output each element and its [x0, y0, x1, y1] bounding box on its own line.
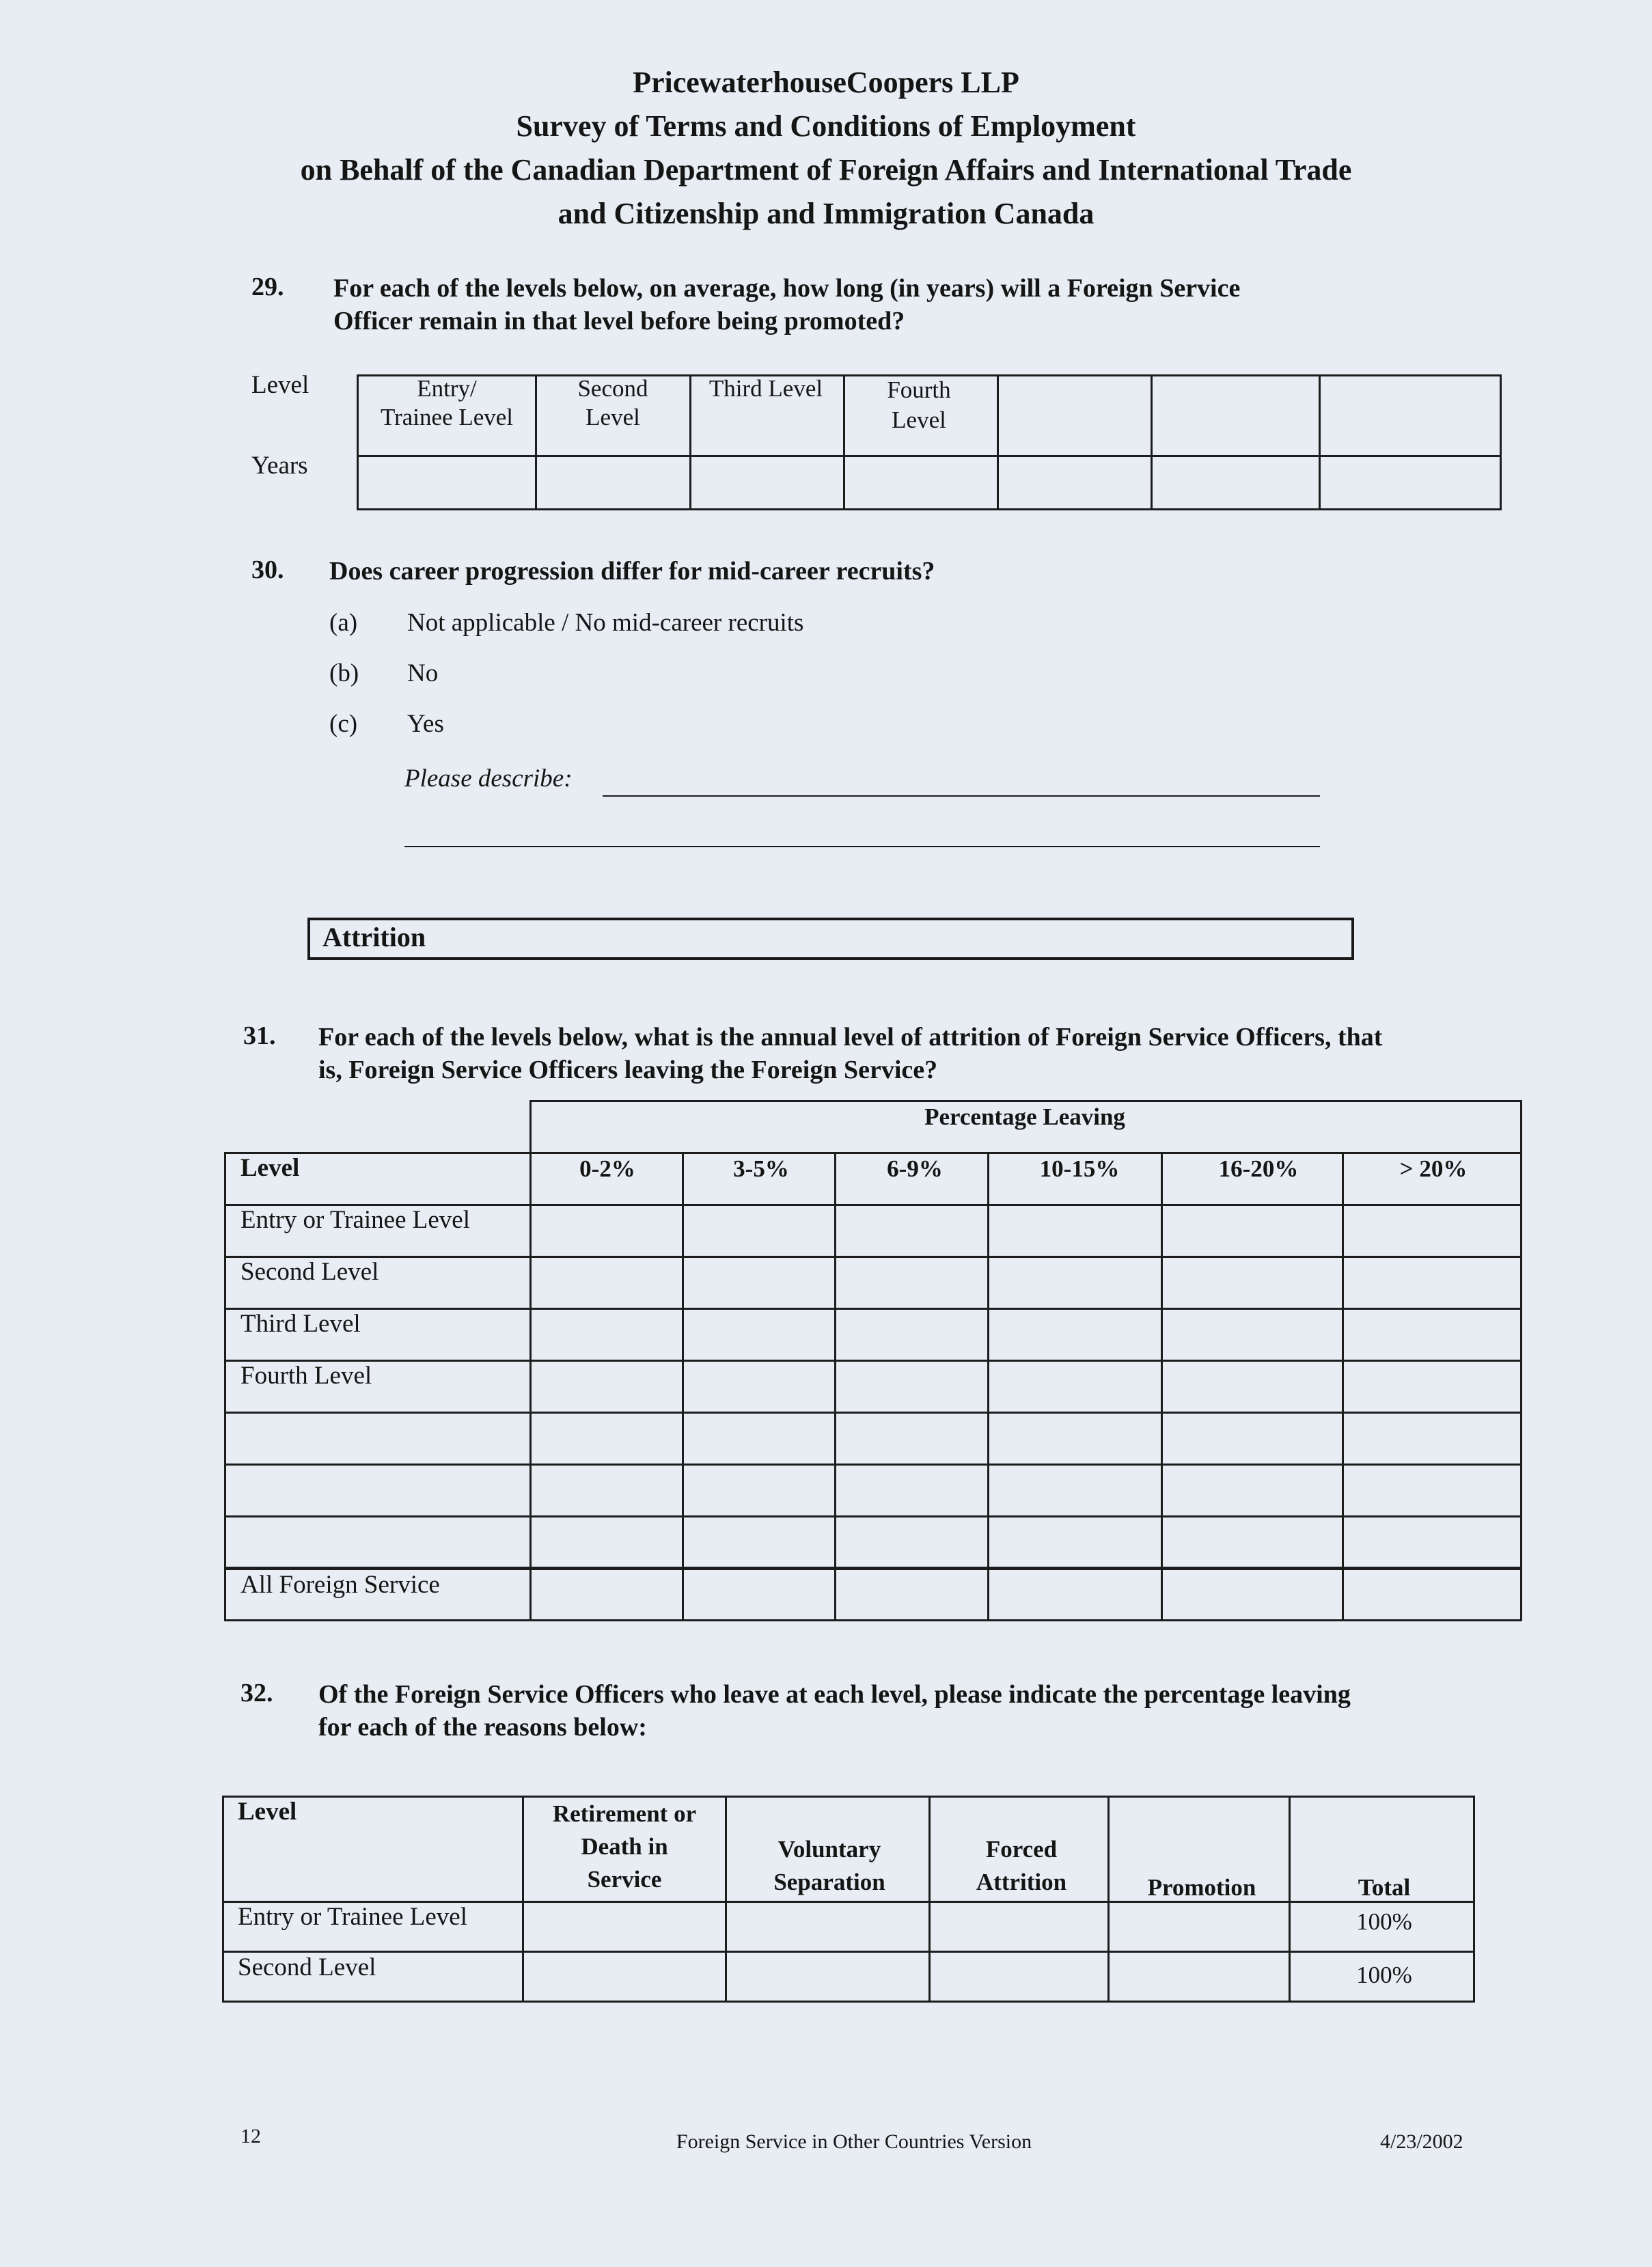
- q31-input[interactable]: [1343, 1361, 1522, 1413]
- q31-input[interactable]: [1162, 1517, 1343, 1569]
- q31-input[interactable]: [988, 1413, 1162, 1465]
- q30-option-c-letter: (c): [329, 710, 358, 738]
- q31-row-label: Fourth Level: [240, 1362, 372, 1390]
- q31-input[interactable]: [836, 1257, 988, 1309]
- q31-input[interactable]: [1162, 1257, 1343, 1309]
- q29-header-blank: [998, 376, 1152, 456]
- q32-input[interactable]: [726, 1902, 930, 1952]
- question-30-text: Does career progression differ for mid-career recruits?: [329, 557, 935, 586]
- q31-row-label: Third Level: [240, 1310, 361, 1338]
- q31-input[interactable]: [683, 1465, 836, 1517]
- q29-years-entry-input[interactable]: [358, 456, 536, 510]
- q32-row-total: 100%: [1356, 1908, 1412, 1935]
- q31-col-label: 0-2%: [579, 1155, 635, 1182]
- q31-corner: [225, 1101, 531, 1153]
- q29-years-second-input[interactable]: [536, 456, 690, 510]
- q29-years-row-label: Years: [251, 452, 308, 480]
- q31-col-label: > 20%: [1399, 1155, 1468, 1182]
- attrition-section-title: Attrition: [322, 922, 426, 952]
- q31-input[interactable]: [836, 1413, 988, 1465]
- q32-col-voluntary-line-1: Voluntary: [777, 1836, 881, 1863]
- q32-input[interactable]: [1108, 1952, 1290, 2002]
- q31-col-label: 16-20%: [1218, 1155, 1299, 1182]
- q32-col-forced-line-1: Forced: [985, 1836, 1058, 1863]
- attrition-section-box: [307, 918, 1354, 960]
- q31-input[interactable]: [683, 1309, 836, 1361]
- q31-col-label: 10-15%: [1039, 1155, 1120, 1182]
- q29-col-entry-line-1: Entry/: [417, 375, 477, 402]
- q31-input[interactable]: [988, 1361, 1162, 1413]
- q30-describe-label: Please describe:: [404, 765, 573, 793]
- header-line-1: PricewaterhouseCoopers LLP: [633, 66, 1019, 99]
- q32-row-total: 100%: [1356, 1962, 1412, 1988]
- q32-row-label: Second Level: [238, 1953, 376, 1981]
- q31-input[interactable]: [836, 1361, 988, 1413]
- q30-option-a-label[interactable]: Not applicable / No mid-career recruits: [407, 609, 804, 637]
- q32-col-promotion: Promotion: [1147, 1874, 1256, 1901]
- question-31-text-line-2: is, Foreign Service Officers leaving the Foreign Service?: [318, 1056, 938, 1084]
- q31-input[interactable]: [988, 1517, 1162, 1569]
- q29-years-blank-input[interactable]: [998, 456, 1152, 510]
- q31-row-label: Second Level: [240, 1258, 379, 1286]
- q32-input[interactable]: [523, 1952, 726, 2002]
- q31-input[interactable]: [1343, 1569, 1522, 1621]
- q31-input[interactable]: [683, 1205, 836, 1257]
- q31-input[interactable]: [988, 1257, 1162, 1309]
- q31-input[interactable]: [1343, 1517, 1522, 1569]
- question-32-number: 32.: [240, 1679, 273, 1707]
- header-line-2: Survey of Terms and Conditions of Employment: [516, 109, 1136, 143]
- question-31-number: 31.: [243, 1021, 276, 1050]
- q31-input[interactable]: [531, 1361, 683, 1413]
- q31-input[interactable]: [1343, 1465, 1522, 1517]
- q29-col-second-line-2: Level: [586, 404, 640, 430]
- question-31-text-line-1: For each of the levels below, what is the annual level of attrition of Foreign Service Officers, that: [318, 1023, 1383, 1052]
- table-row[interactable]: [225, 1465, 531, 1517]
- q31-input[interactable]: [531, 1257, 683, 1309]
- q31-input[interactable]: [988, 1205, 1162, 1257]
- q32-col-retirement-line-2: Death in: [581, 1833, 668, 1860]
- q29-col-second-line-1: Second: [577, 375, 648, 402]
- q32-row-label: Entry or Trainee Level: [238, 1903, 467, 1931]
- q29-col-fourth-line-1: Fourth: [887, 376, 951, 403]
- q31-input[interactable]: [836, 1465, 988, 1517]
- q31-input[interactable]: [683, 1569, 836, 1621]
- q29-years-blank-input[interactable]: [1319, 456, 1500, 510]
- q29-col-third: Third Level: [708, 375, 823, 402]
- q31-input[interactable]: [531, 1465, 683, 1517]
- q31-input[interactable]: [1343, 1257, 1522, 1309]
- q30-option-b-letter: (b): [329, 659, 359, 687]
- q31-input[interactable]: [836, 1205, 988, 1257]
- q31-col-label: 3-5%: [733, 1155, 789, 1182]
- footer-date: 4/23/2002: [1380, 2130, 1463, 2153]
- q31-input[interactable]: [1343, 1309, 1522, 1361]
- q31-input[interactable]: [531, 1413, 683, 1465]
- q30-option-b-label[interactable]: No: [407, 659, 439, 687]
- question-30-number: 30.: [251, 555, 284, 584]
- q31-input[interactable]: [1162, 1413, 1343, 1465]
- header-line-4: and Citizenship and Immigration Canada: [557, 197, 1095, 230]
- q31-input[interactable]: [988, 1309, 1162, 1361]
- question-32-text-line-1: Of the Foreign Service Officers who leave at each level, please indicate the percentage leaving: [318, 1680, 1351, 1709]
- q32-col-forced-line-2: Attrition: [976, 1869, 1067, 1895]
- q32-col-retirement-line-1: Retirement or: [552, 1800, 697, 1827]
- question-29-text-line-2: Officer remain in that level before being promoted?: [333, 307, 905, 335]
- q31-input[interactable]: [1162, 1205, 1343, 1257]
- question-32-text-line-2: for each of the reasons below:: [318, 1713, 647, 1742]
- table-row[interactable]: [225, 1413, 531, 1465]
- q32-col-retirement-line-3: Service: [587, 1866, 662, 1893]
- q29-col-entry-line-2: Trainee Level: [380, 404, 514, 430]
- q31-input[interactable]: [836, 1309, 988, 1361]
- q29-header-blank: [1319, 376, 1500, 456]
- q31-input[interactable]: [531, 1569, 683, 1621]
- q30-option-a-letter: (a): [329, 609, 358, 637]
- q29-header-blank: [1152, 376, 1319, 456]
- q32-input[interactable]: [726, 1952, 930, 2002]
- q32-input[interactable]: [929, 1902, 1108, 1952]
- q31-input[interactable]: [531, 1205, 683, 1257]
- q29-level-row-label: Level: [251, 371, 309, 399]
- q32-input[interactable]: [523, 1902, 726, 1952]
- q32-col-total: Total: [1358, 1874, 1411, 1901]
- q31-input[interactable]: [683, 1257, 836, 1309]
- q31-input[interactable]: [1162, 1309, 1343, 1361]
- q31-input[interactable]: [683, 1361, 836, 1413]
- q31-row-label: Entry or Trainee Level: [240, 1206, 470, 1234]
- q30-describe-line-2[interactable]: [404, 846, 1320, 847]
- footer-version: Foreign Service in Other Countries Version: [676, 2130, 1032, 2153]
- q29-years-third-input[interactable]: [690, 456, 844, 510]
- q31-input[interactable]: [988, 1569, 1162, 1621]
- q32-level-header: Level: [238, 1798, 297, 1826]
- q30-describe-line-1[interactable]: [603, 795, 1320, 797]
- page-number: 12: [240, 2125, 261, 2147]
- q31-input[interactable]: [531, 1309, 683, 1361]
- q32-col-voluntary-line-2: Separation: [773, 1869, 885, 1895]
- question-29-number: 29.: [251, 273, 284, 301]
- q29-years-fourth-input[interactable]: [844, 456, 997, 510]
- q32-input[interactable]: [1108, 1902, 1290, 1952]
- q31-row-label: All Foreign Service: [240, 1571, 440, 1599]
- q31-input[interactable]: [1162, 1465, 1343, 1517]
- q31-input[interactable]: [836, 1517, 988, 1569]
- q29-years-blank-input[interactable]: [1152, 456, 1319, 510]
- q31-input[interactable]: [683, 1517, 836, 1569]
- q30-option-c-label[interactable]: Yes: [407, 710, 444, 738]
- q31-input[interactable]: [836, 1569, 988, 1621]
- q31-input[interactable]: [683, 1413, 836, 1465]
- q31-group-header: Percentage Leaving: [924, 1103, 1125, 1130]
- header-line-3: on Behalf of the Canadian Department of Foreign Affairs and International Trade: [300, 153, 1352, 187]
- q31-col-label: 6-9%: [887, 1155, 943, 1182]
- q31-input[interactable]: [531, 1517, 683, 1569]
- table-row[interactable]: [225, 1517, 531, 1569]
- q31-input[interactable]: [1162, 1569, 1343, 1621]
- q31-input[interactable]: [1162, 1361, 1343, 1413]
- q32-input[interactable]: [929, 1952, 1108, 2002]
- q31-input[interactable]: [1343, 1205, 1522, 1257]
- q31-input[interactable]: [1343, 1413, 1522, 1465]
- q29-col-fourth-line-2: Level: [892, 407, 946, 433]
- q31-level-header: Level: [240, 1154, 300, 1182]
- q31-input[interactable]: [988, 1465, 1162, 1517]
- question-29-text-line-1: For each of the levels below, on average, how long (in years) will a Foreign Service: [333, 274, 1241, 303]
